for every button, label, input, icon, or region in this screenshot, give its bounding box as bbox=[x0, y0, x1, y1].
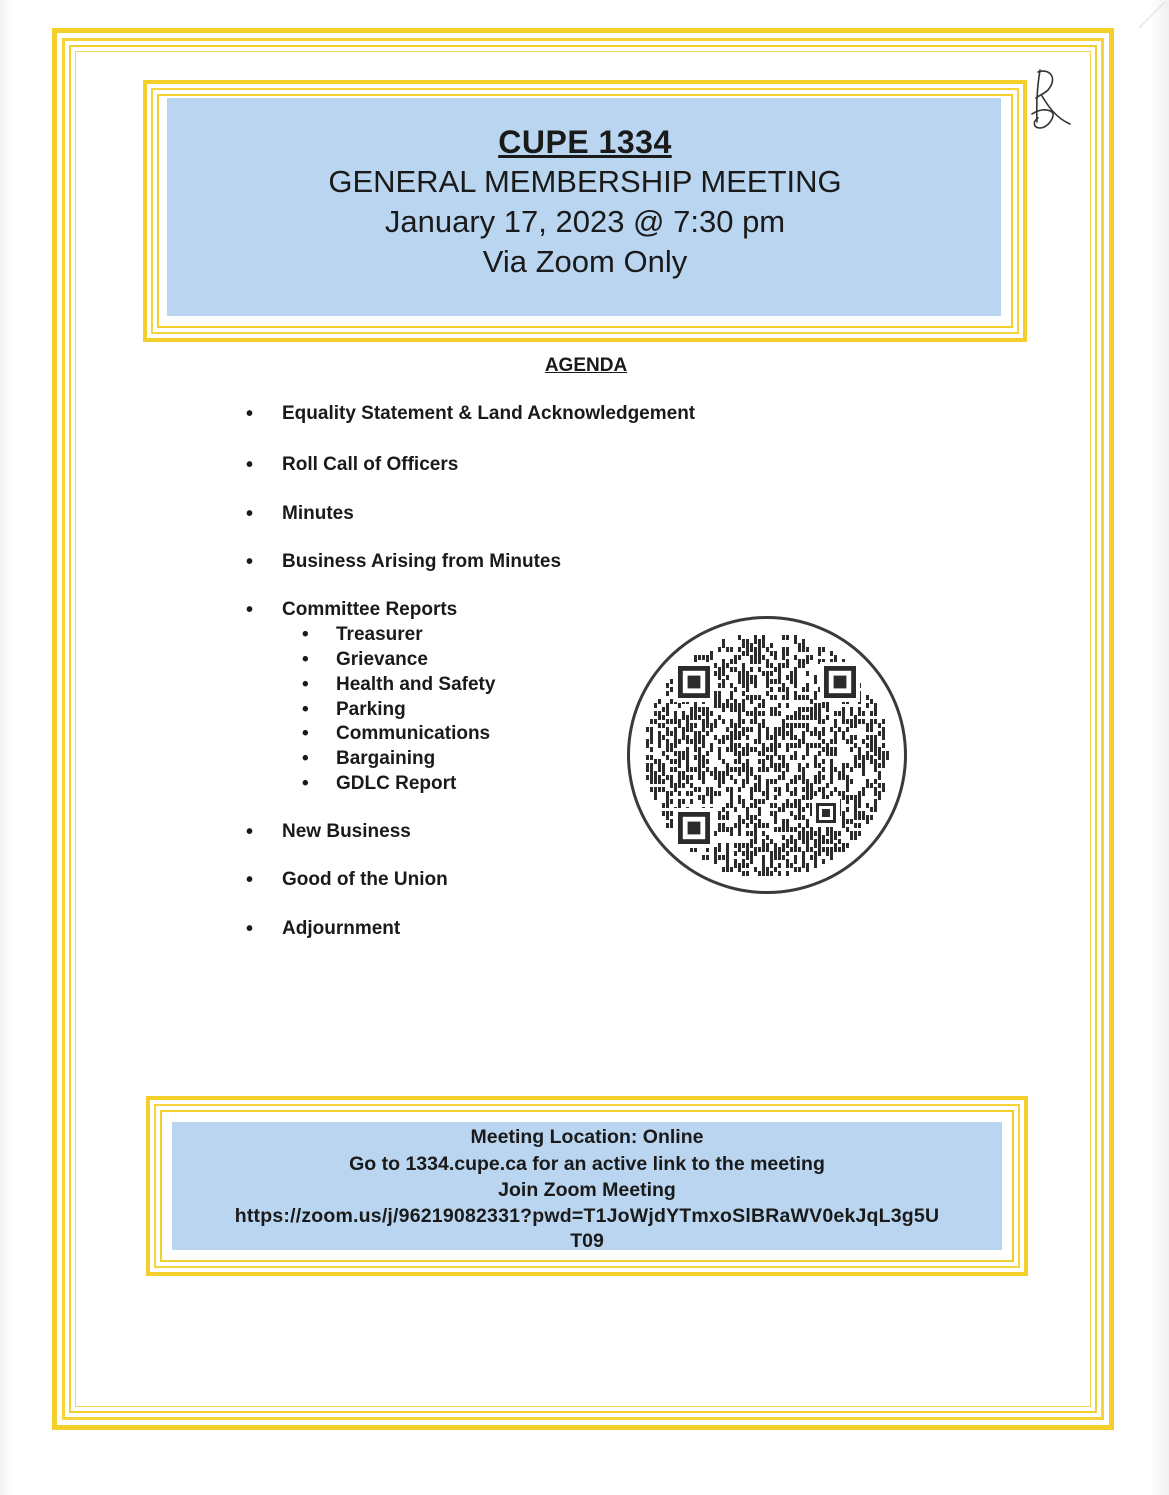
meeting-title: GENERAL MEMBERSHIP MEETING bbox=[328, 164, 842, 199]
zoom-url-line2[interactable]: T09 bbox=[570, 1230, 604, 1252]
bullet-icon: • bbox=[302, 649, 309, 670]
handwritten-initial bbox=[1018, 62, 1080, 142]
bullet-icon: • bbox=[302, 624, 309, 645]
meeting-info-panel bbox=[146, 1096, 1028, 1276]
bullet-icon: • bbox=[246, 551, 254, 573]
qr-finder-pattern bbox=[674, 662, 714, 702]
qr-finder-pattern bbox=[812, 799, 840, 827]
bullet-icon: • bbox=[302, 748, 309, 769]
bullet-icon: • bbox=[246, 503, 254, 525]
zoom-url-line1[interactable]: https://zoom.us/j/96219082331?pwd=T1JoWjdYTmxoSlBRaWV0ekJqL3g5U bbox=[234, 1205, 940, 1227]
qr-code-icon[interactable] bbox=[627, 616, 907, 894]
qr-code-pattern bbox=[630, 619, 904, 891]
corner-mark bbox=[1129, 0, 1169, 30]
bullet-icon: • bbox=[302, 699, 309, 720]
bullet-icon: • bbox=[302, 773, 309, 794]
meeting-date: January 17, 2023 @ 7:30 pm bbox=[384, 204, 786, 239]
org-name: CUPE 1334 bbox=[498, 124, 672, 160]
join-zoom-label: Join Zoom Meeting bbox=[498, 1179, 676, 1201]
bullet-icon: • bbox=[246, 599, 254, 621]
header-panel bbox=[143, 80, 1027, 342]
bullet-icon: • bbox=[246, 821, 254, 843]
qr-finder-pattern bbox=[674, 808, 714, 848]
bullet-icon: • bbox=[246, 403, 254, 425]
qr-finder-pattern bbox=[820, 662, 860, 702]
bullet-icon: • bbox=[246, 869, 254, 891]
bullet-icon: • bbox=[246, 454, 254, 476]
bullet-icon: • bbox=[302, 723, 309, 744]
meeting-mode: Via Zoom Only bbox=[482, 244, 688, 279]
meeting-link-note: Go to 1334.cupe.ca for an active link to the meeting bbox=[349, 1153, 825, 1175]
bullet-icon: • bbox=[302, 674, 309, 695]
agenda-title: AGENDA bbox=[544, 355, 628, 376]
bullet-icon: • bbox=[246, 918, 254, 940]
meeting-location: Meeting Location: Online bbox=[470, 1126, 704, 1148]
